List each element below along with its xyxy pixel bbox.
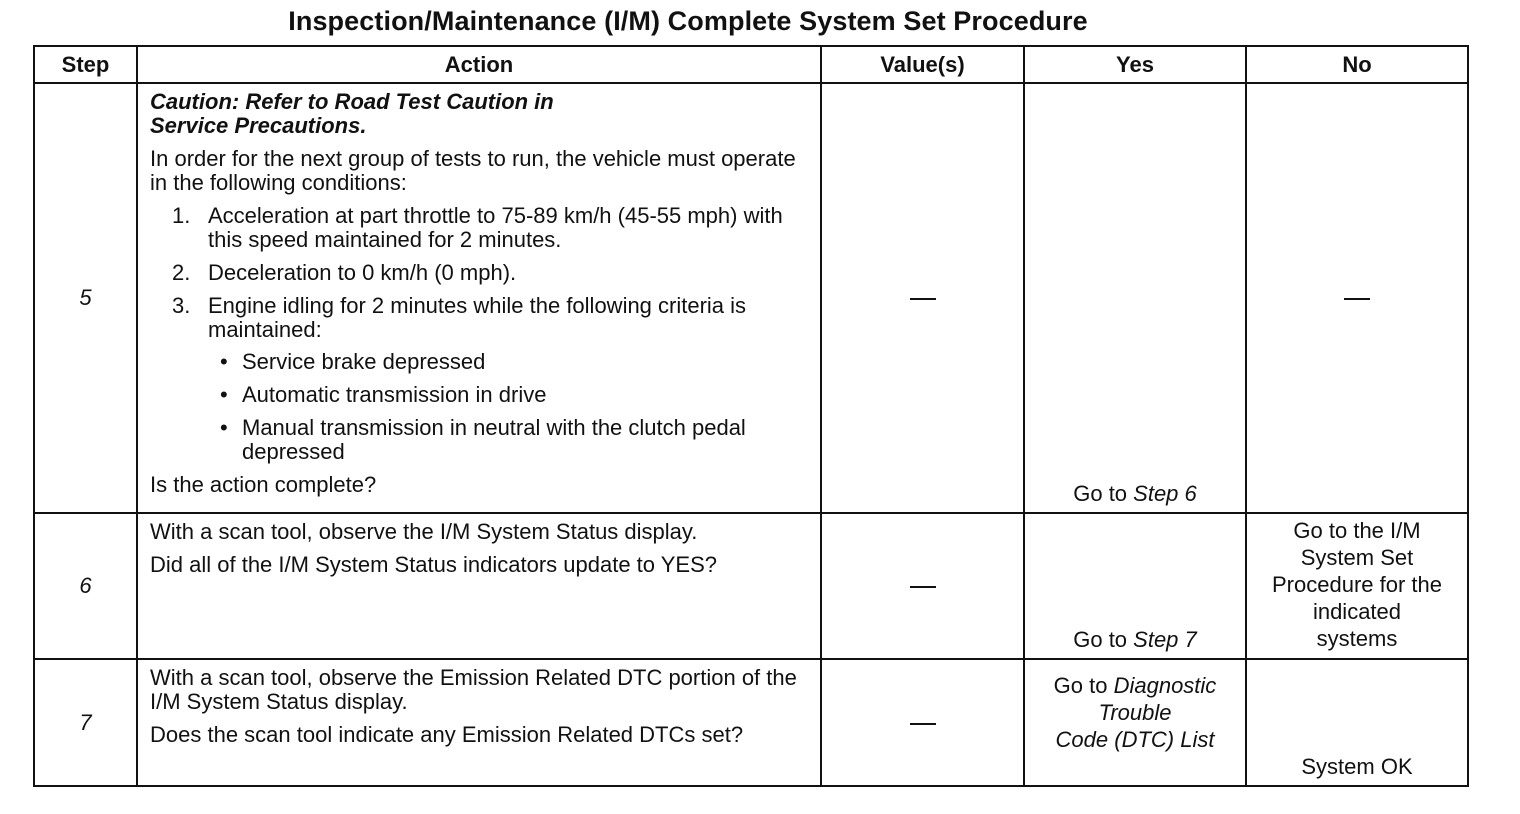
action-question: Does the scan tool indicate any Emission Related DTCs set? xyxy=(150,722,744,747)
no-text-line[interactable]: systems xyxy=(1316,626,1398,651)
yes-step-link[interactable]: Step 6 xyxy=(1133,481,1197,506)
bullet-item xyxy=(208,416,810,464)
bullet-text: Service brake depressed xyxy=(242,349,486,374)
list-item-number: 2. xyxy=(172,260,191,285)
bullet-icon: • xyxy=(220,349,228,374)
yes-cell xyxy=(1024,513,1246,659)
table-row-step-5 xyxy=(34,83,1468,513)
value-cell xyxy=(821,83,1024,513)
no-cell xyxy=(1246,659,1468,786)
dash-icon xyxy=(1344,298,1370,300)
action-cell xyxy=(137,83,821,513)
yes-cell xyxy=(1024,659,1246,786)
step-number: 6 xyxy=(34,513,137,659)
action-text: With a scan tool, observe the I/M System Status display. xyxy=(150,519,698,544)
yes-prefix: Go to xyxy=(1073,627,1134,652)
action-cell xyxy=(137,513,821,659)
yes-cell xyxy=(1024,83,1246,513)
list-item-text: Deceleration to 0 km/h (0 mph). xyxy=(208,260,517,285)
no-cell xyxy=(1246,513,1468,659)
action-cell xyxy=(137,659,821,786)
list-item xyxy=(150,261,810,285)
bullet-text: Manual transmission in neutral with the clutch pedal depressed xyxy=(242,415,746,464)
header-yes: Yes xyxy=(1024,46,1246,83)
yes-prefix: Go to xyxy=(1073,481,1134,506)
criteria-list xyxy=(208,350,810,464)
list-item xyxy=(150,204,810,252)
action-question: Did all of the I/M System Status indicators update to YES? xyxy=(150,552,717,577)
list-item-number: 3. xyxy=(172,293,191,318)
no-result-text: System OK xyxy=(1301,754,1413,779)
action-text: With a scan tool, observe the Emission Related DTC portion of the I/M System Status display. xyxy=(150,665,797,714)
step-number: 5 xyxy=(34,83,137,513)
header-action: Action xyxy=(137,46,821,83)
bullet-icon: • xyxy=(220,382,228,407)
table-row-step-6 xyxy=(34,513,1468,659)
header-no: No xyxy=(1246,46,1468,83)
dash-icon xyxy=(910,586,936,588)
yes-dtc-link[interactable]: Code (DTC) List xyxy=(1055,727,1215,752)
bullet-item xyxy=(208,383,810,407)
caution-note xyxy=(150,90,810,138)
yes-dtc-link[interactable]: Trouble xyxy=(1098,700,1172,725)
table-row-step-7 xyxy=(34,659,1468,786)
list-item-text: Acceleration at part throttle to 75-89 km/h (45-55 mph) with this speed maintained for 2 minutes. xyxy=(208,203,783,252)
action-question: Is the action complete? xyxy=(150,472,377,497)
no-text-line[interactable]: indicated xyxy=(1312,599,1402,624)
value-cell xyxy=(821,513,1024,659)
bullet-item xyxy=(208,350,810,374)
header-step: Step xyxy=(34,46,137,83)
procedure-table xyxy=(33,45,1469,787)
no-text-line[interactable]: Go to the I/M xyxy=(1293,518,1421,543)
list-item-number: 1. xyxy=(172,203,191,228)
dash-icon xyxy=(910,723,936,725)
condition-list xyxy=(150,204,810,464)
no-text-line[interactable]: Procedure for the xyxy=(1272,572,1442,597)
caution-line-2: Service Precautions. xyxy=(150,113,367,138)
list-item-text: Engine idling for 2 minutes while the following criteria is maintained: xyxy=(208,293,747,342)
caution-line-1: Caution: Refer to Road Test Caution in xyxy=(150,89,554,114)
no-text-line[interactable]: System Set xyxy=(1300,545,1414,570)
no-cell xyxy=(1246,83,1468,513)
value-cell xyxy=(821,659,1024,786)
action-intro: In order for the next group of tests to run, the vehicle must operate in the following conditions: xyxy=(150,146,796,195)
step-number: 7 xyxy=(34,659,137,786)
list-item xyxy=(150,294,810,464)
header-values: Value(s) xyxy=(821,46,1024,83)
yes-prefix: Go to xyxy=(1053,673,1114,698)
bullet-text: Automatic transmission in drive xyxy=(242,382,547,407)
table-header-row xyxy=(34,46,1468,83)
yes-step-link[interactable]: Step 7 xyxy=(1133,627,1197,652)
page-title: Inspection/Maintenance (I/M) Complete System Set Procedure xyxy=(288,6,1088,36)
bullet-icon: • xyxy=(220,415,228,440)
dash-icon xyxy=(910,298,936,300)
yes-dtc-link[interactable]: Diagnostic xyxy=(1113,673,1217,698)
